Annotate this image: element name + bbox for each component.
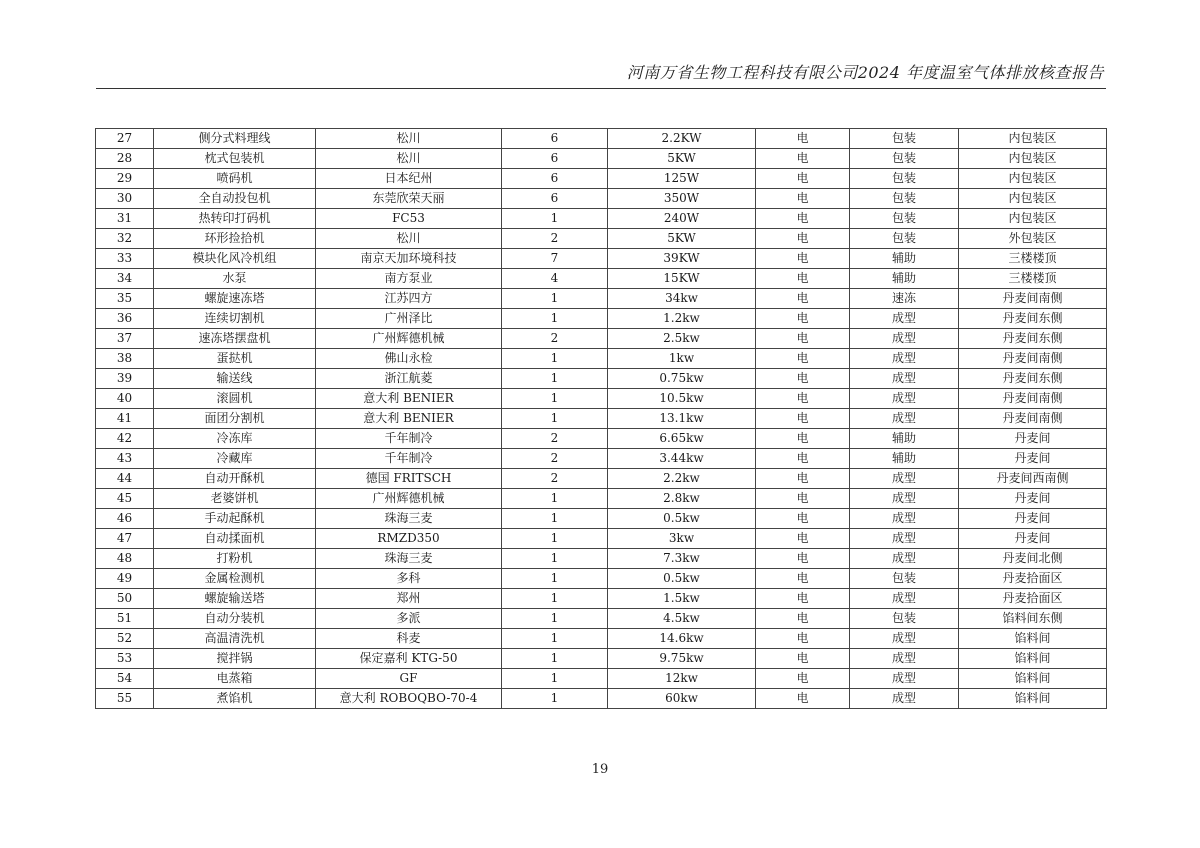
cell-location: 丹麦间东侧 xyxy=(959,329,1107,349)
cell-serial-number: 37 xyxy=(96,329,154,349)
cell-power: 0.5kw xyxy=(608,509,756,529)
cell-manufacturer-model: 意大利 ROBOQBO-70-4 xyxy=(316,689,502,709)
cell-process: 成型 xyxy=(850,629,959,649)
cell-location: 丹麦拾面区 xyxy=(959,589,1107,609)
cell-process: 包装 xyxy=(850,609,959,629)
cell-serial-number: 51 xyxy=(96,609,154,629)
cell-energy-type: 电 xyxy=(756,469,850,489)
cell-process: 包装 xyxy=(850,129,959,149)
cell-equipment-name: 输送线 xyxy=(154,369,316,389)
cell-energy-type: 电 xyxy=(756,629,850,649)
cell-equipment-name: 金属检测机 xyxy=(154,569,316,589)
cell-equipment-name: 手动起酥机 xyxy=(154,509,316,529)
cell-equipment-name: 电蒸箱 xyxy=(154,669,316,689)
cell-power: 2.2KW xyxy=(608,129,756,149)
cell-power: 9.75kw xyxy=(608,649,756,669)
cell-equipment-name: 水泵 xyxy=(154,269,316,289)
cell-quantity: 7 xyxy=(502,249,608,269)
cell-location: 内包装区 xyxy=(959,189,1107,209)
cell-process: 包装 xyxy=(850,189,959,209)
cell-process: 速冻 xyxy=(850,289,959,309)
cell-quantity: 6 xyxy=(502,169,608,189)
cell-location: 三楼楼顶 xyxy=(959,269,1107,289)
cell-energy-type: 电 xyxy=(756,349,850,369)
cell-process: 成型 xyxy=(850,649,959,669)
cell-manufacturer-model: 松川 xyxy=(316,229,502,249)
table-row xyxy=(96,609,1107,629)
cell-process: 成型 xyxy=(850,349,959,369)
cell-manufacturer-model: FC53 xyxy=(316,209,502,229)
cell-equipment-name: 冷冻库 xyxy=(154,429,316,449)
cell-equipment-name: 侧分式料理线 xyxy=(154,129,316,149)
cell-equipment-name: 喷码机 xyxy=(154,169,316,189)
cell-quantity: 1 xyxy=(502,589,608,609)
cell-power: 1.5kw xyxy=(608,589,756,609)
cell-power: 2.8kw xyxy=(608,489,756,509)
cell-process: 辅助 xyxy=(850,269,959,289)
cell-process: 成型 xyxy=(850,589,959,609)
cell-manufacturer-model: GF xyxy=(316,669,502,689)
cell-serial-number: 35 xyxy=(96,289,154,309)
cell-energy-type: 电 xyxy=(756,309,850,329)
cell-manufacturer-model: 千年制冷 xyxy=(316,429,502,449)
cell-location: 丹麦间南侧 xyxy=(959,409,1107,429)
cell-serial-number: 44 xyxy=(96,469,154,489)
cell-serial-number: 41 xyxy=(96,409,154,429)
table-row xyxy=(96,569,1107,589)
cell-serial-number: 55 xyxy=(96,689,154,709)
cell-location: 内包装区 xyxy=(959,169,1107,189)
cell-process: 成型 xyxy=(850,389,959,409)
cell-quantity: 1 xyxy=(502,529,608,549)
cell-location: 内包装区 xyxy=(959,129,1107,149)
cell-energy-type: 电 xyxy=(756,529,850,549)
cell-process: 成型 xyxy=(850,369,959,389)
header-divider xyxy=(96,88,1106,89)
cell-process: 成型 xyxy=(850,509,959,529)
cell-serial-number: 43 xyxy=(96,449,154,469)
cell-serial-number: 54 xyxy=(96,669,154,689)
cell-manufacturer-model: 广州泽比 xyxy=(316,309,502,329)
cell-equipment-name: 冷藏库 xyxy=(154,449,316,469)
cell-location: 丹麦间 xyxy=(959,489,1107,509)
cell-quantity: 1 xyxy=(502,569,608,589)
cell-power: 15KW xyxy=(608,269,756,289)
cell-equipment-name: 速冻塔摆盘机 xyxy=(154,329,316,349)
table-row xyxy=(96,169,1107,189)
cell-manufacturer-model: 东莞欣荣天丽 xyxy=(316,189,502,209)
cell-process: 成型 xyxy=(850,549,959,569)
cell-energy-type: 电 xyxy=(756,389,850,409)
cell-energy-type: 电 xyxy=(756,609,850,629)
cell-serial-number: 49 xyxy=(96,569,154,589)
cell-power: 125W xyxy=(608,169,756,189)
table-row xyxy=(96,389,1107,409)
cell-quantity: 6 xyxy=(502,189,608,209)
cell-process: 辅助 xyxy=(850,449,959,469)
table-row xyxy=(96,489,1107,509)
cell-energy-type: 电 xyxy=(756,169,850,189)
cell-process: 成型 xyxy=(850,669,959,689)
cell-process: 包装 xyxy=(850,569,959,589)
cell-process: 包装 xyxy=(850,169,959,189)
cell-quantity: 1 xyxy=(502,549,608,569)
table-row xyxy=(96,549,1107,569)
cell-manufacturer-model: 日本纪州 xyxy=(316,169,502,189)
cell-serial-number: 39 xyxy=(96,369,154,389)
cell-location: 馅料间 xyxy=(959,649,1107,669)
cell-energy-type: 电 xyxy=(756,249,850,269)
cell-power: 5KW xyxy=(608,229,756,249)
cell-quantity: 2 xyxy=(502,429,608,449)
table-row xyxy=(96,249,1107,269)
cell-energy-type: 电 xyxy=(756,449,850,469)
cell-location: 丹麦间南侧 xyxy=(959,389,1107,409)
cell-manufacturer-model: 江苏四方 xyxy=(316,289,502,309)
table-row xyxy=(96,429,1107,449)
table-row xyxy=(96,629,1107,649)
page-number: 19 xyxy=(591,762,609,777)
cell-quantity: 1 xyxy=(502,509,608,529)
cell-quantity: 1 xyxy=(502,349,608,369)
cell-serial-number: 53 xyxy=(96,649,154,669)
cell-location: 丹麦拾面区 xyxy=(959,569,1107,589)
cell-quantity: 1 xyxy=(502,669,608,689)
cell-serial-number: 46 xyxy=(96,509,154,529)
cell-process: 辅助 xyxy=(850,249,959,269)
table-row xyxy=(96,449,1107,469)
table-row xyxy=(96,509,1107,529)
cell-energy-type: 电 xyxy=(756,589,850,609)
table-row xyxy=(96,669,1107,689)
cell-energy-type: 电 xyxy=(756,269,850,289)
cell-power: 39KW xyxy=(608,249,756,269)
cell-equipment-name: 螺旋速冻塔 xyxy=(154,289,316,309)
cell-location: 丹麦间东侧 xyxy=(959,309,1107,329)
cell-power: 3kw xyxy=(608,529,756,549)
cell-location: 丹麦间 xyxy=(959,509,1107,529)
cell-power: 7.3kw xyxy=(608,549,756,569)
cell-location: 丹麦间 xyxy=(959,449,1107,469)
cell-power: 1kw xyxy=(608,349,756,369)
cell-serial-number: 50 xyxy=(96,589,154,609)
cell-equipment-name: 蛋挞机 xyxy=(154,349,316,369)
cell-energy-type: 电 xyxy=(756,509,850,529)
cell-quantity: 1 xyxy=(502,309,608,329)
cell-equipment-name: 打粉机 xyxy=(154,549,316,569)
cell-energy-type: 电 xyxy=(756,329,850,349)
cell-quantity: 1 xyxy=(502,629,608,649)
cell-energy-type: 电 xyxy=(756,149,850,169)
cell-location: 馅料间 xyxy=(959,629,1107,649)
cell-equipment-name: 老婆饼机 xyxy=(154,489,316,509)
cell-power: 1.2kw xyxy=(608,309,756,329)
cell-equipment-name: 热转印打码机 xyxy=(154,209,316,229)
cell-energy-type: 电 xyxy=(756,549,850,569)
cell-energy-type: 电 xyxy=(756,229,850,249)
cell-manufacturer-model: 松川 xyxy=(316,149,502,169)
cell-equipment-name: 枕式包装机 xyxy=(154,149,316,169)
cell-process: 辅助 xyxy=(850,429,959,449)
cell-power: 0.75kw xyxy=(608,369,756,389)
cell-quantity: 6 xyxy=(502,129,608,149)
cell-manufacturer-model: 多派 xyxy=(316,609,502,629)
cell-serial-number: 45 xyxy=(96,489,154,509)
cell-power: 240W xyxy=(608,209,756,229)
cell-equipment-name: 搅拌锅 xyxy=(154,649,316,669)
table-row xyxy=(96,529,1107,549)
cell-manufacturer-model: RMZD350 xyxy=(316,529,502,549)
table-row xyxy=(96,349,1107,369)
table-row xyxy=(96,589,1107,609)
cell-energy-type: 电 xyxy=(756,429,850,449)
cell-equipment-name: 面团分割机 xyxy=(154,409,316,429)
cell-manufacturer-model: 广州辉德机械 xyxy=(316,489,502,509)
cell-serial-number: 30 xyxy=(96,189,154,209)
cell-manufacturer-model: 南京天加环境科技 xyxy=(316,249,502,269)
cell-equipment-name: 自动开酥机 xyxy=(154,469,316,489)
table-row xyxy=(96,209,1107,229)
cell-manufacturer-model: 南方泵业 xyxy=(316,269,502,289)
cell-serial-number: 28 xyxy=(96,149,154,169)
cell-location: 三楼楼顶 xyxy=(959,249,1107,269)
cell-power: 4.5kw xyxy=(608,609,756,629)
cell-equipment-name: 自动揉面机 xyxy=(154,529,316,549)
cell-serial-number: 52 xyxy=(96,629,154,649)
cell-manufacturer-model: 松川 xyxy=(316,129,502,149)
cell-serial-number: 27 xyxy=(96,129,154,149)
cell-quantity: 1 xyxy=(502,369,608,389)
cell-manufacturer-model: 意大利 BENIER xyxy=(316,409,502,429)
cell-manufacturer-model: 佛山永检 xyxy=(316,349,502,369)
cell-quantity: 4 xyxy=(502,269,608,289)
table-row xyxy=(96,289,1107,309)
cell-serial-number: 31 xyxy=(96,209,154,229)
cell-power: 13.1kw xyxy=(608,409,756,429)
cell-equipment-name: 模块化风冷机组 xyxy=(154,249,316,269)
equipment-table xyxy=(95,128,1107,709)
cell-process: 包装 xyxy=(850,229,959,249)
cell-manufacturer-model: 科麦 xyxy=(316,629,502,649)
cell-process: 成型 xyxy=(850,529,959,549)
cell-location: 丹麦间南侧 xyxy=(959,289,1107,309)
cell-location: 丹麦间南侧 xyxy=(959,349,1107,369)
cell-quantity: 2 xyxy=(502,449,608,469)
cell-energy-type: 电 xyxy=(756,189,850,209)
cell-energy-type: 电 xyxy=(756,649,850,669)
cell-quantity: 1 xyxy=(502,409,608,429)
table-row xyxy=(96,269,1107,289)
table-row xyxy=(96,189,1107,209)
cell-power: 0.5kw xyxy=(608,569,756,589)
cell-power: 6.65kw xyxy=(608,429,756,449)
cell-process: 包装 xyxy=(850,149,959,169)
cell-manufacturer-model: 浙江航菱 xyxy=(316,369,502,389)
cell-energy-type: 电 xyxy=(756,289,850,309)
cell-equipment-name: 自动分装机 xyxy=(154,609,316,629)
table-row xyxy=(96,369,1107,389)
cell-manufacturer-model: 郑州 xyxy=(316,589,502,609)
equipment-table-body xyxy=(96,129,1107,709)
table-row xyxy=(96,149,1107,169)
cell-quantity: 1 xyxy=(502,289,608,309)
cell-quantity: 1 xyxy=(502,609,608,629)
cell-equipment-name: 滚圆机 xyxy=(154,389,316,409)
cell-manufacturer-model: 多科 xyxy=(316,569,502,589)
cell-equipment-name: 全自动投包机 xyxy=(154,189,316,209)
cell-serial-number: 40 xyxy=(96,389,154,409)
table-row xyxy=(96,469,1107,489)
cell-quantity: 6 xyxy=(502,149,608,169)
cell-location: 内包装区 xyxy=(959,209,1107,229)
cell-manufacturer-model: 德国 FRITSCH xyxy=(316,469,502,489)
cell-quantity: 2 xyxy=(502,329,608,349)
cell-quantity: 1 xyxy=(502,489,608,509)
cell-serial-number: 32 xyxy=(96,229,154,249)
cell-power: 2.2kw xyxy=(608,469,756,489)
cell-process: 包装 xyxy=(850,209,959,229)
cell-energy-type: 电 xyxy=(756,209,850,229)
cell-equipment-name: 环形捡拾机 xyxy=(154,229,316,249)
cell-process: 成型 xyxy=(850,489,959,509)
cell-equipment-name: 螺旋输送塔 xyxy=(154,589,316,609)
cell-manufacturer-model: 保定嘉利 KTG-50 xyxy=(316,649,502,669)
table-row xyxy=(96,309,1107,329)
table-row xyxy=(96,329,1107,349)
cell-quantity: 1 xyxy=(502,209,608,229)
cell-location: 内包装区 xyxy=(959,149,1107,169)
cell-power: 2.5kw xyxy=(608,329,756,349)
cell-energy-type: 电 xyxy=(756,569,850,589)
cell-equipment-name: 连续切割机 xyxy=(154,309,316,329)
cell-manufacturer-model: 珠海三麦 xyxy=(316,509,502,529)
cell-serial-number: 48 xyxy=(96,549,154,569)
cell-energy-type: 电 xyxy=(756,129,850,149)
cell-quantity: 1 xyxy=(502,689,608,709)
cell-serial-number: 34 xyxy=(96,269,154,289)
cell-location: 外包装区 xyxy=(959,229,1107,249)
cell-serial-number: 47 xyxy=(96,529,154,549)
cell-serial-number: 29 xyxy=(96,169,154,189)
cell-power: 14.6kw xyxy=(608,629,756,649)
cell-energy-type: 电 xyxy=(756,669,850,689)
cell-serial-number: 36 xyxy=(96,309,154,329)
table-row xyxy=(96,649,1107,669)
cell-manufacturer-model: 千年制冷 xyxy=(316,449,502,469)
cell-process: 成型 xyxy=(850,469,959,489)
cell-quantity: 2 xyxy=(502,469,608,489)
cell-location: 丹麦间东侧 xyxy=(959,369,1107,389)
cell-location: 丹麦间北侧 xyxy=(959,549,1107,569)
report-header-title: 河南万省生物工程科技有限公司2024 年度温室气体排放核查报告 xyxy=(626,63,1104,82)
cell-quantity: 1 xyxy=(502,389,608,409)
cell-serial-number: 33 xyxy=(96,249,154,269)
cell-manufacturer-model: 珠海三麦 xyxy=(316,549,502,569)
cell-location: 丹麦间 xyxy=(959,529,1107,549)
table-row xyxy=(96,409,1107,429)
cell-power: 350W xyxy=(608,189,756,209)
cell-manufacturer-model: 广州辉德机械 xyxy=(316,329,502,349)
cell-serial-number: 42 xyxy=(96,429,154,449)
cell-quantity: 2 xyxy=(502,229,608,249)
cell-location: 馅料间东侧 xyxy=(959,609,1107,629)
table-row xyxy=(96,689,1107,709)
cell-energy-type: 电 xyxy=(756,409,850,429)
cell-power: 12kw xyxy=(608,669,756,689)
cell-power: 10.5kw xyxy=(608,389,756,409)
cell-equipment-name: 高温清洗机 xyxy=(154,629,316,649)
cell-process: 成型 xyxy=(850,309,959,329)
cell-location: 丹麦间西南侧 xyxy=(959,469,1107,489)
cell-process: 成型 xyxy=(850,329,959,349)
cell-quantity: 1 xyxy=(502,649,608,669)
cell-energy-type: 电 xyxy=(756,369,850,389)
cell-power: 60kw xyxy=(608,689,756,709)
cell-power: 5KW xyxy=(608,149,756,169)
cell-process: 成型 xyxy=(850,689,959,709)
cell-location: 丹麦间 xyxy=(959,429,1107,449)
cell-manufacturer-model: 意大利 BENIER xyxy=(316,389,502,409)
cell-energy-type: 电 xyxy=(756,489,850,509)
cell-location: 馅料间 xyxy=(959,669,1107,689)
cell-equipment-name: 煮馅机 xyxy=(154,689,316,709)
cell-process: 成型 xyxy=(850,409,959,429)
cell-power: 34kw xyxy=(608,289,756,309)
cell-energy-type: 电 xyxy=(756,689,850,709)
table-row xyxy=(96,229,1107,249)
table-row xyxy=(96,129,1107,149)
cell-serial-number: 38 xyxy=(96,349,154,369)
cell-location: 馅料间 xyxy=(959,689,1107,709)
cell-power: 3.44kw xyxy=(608,449,756,469)
